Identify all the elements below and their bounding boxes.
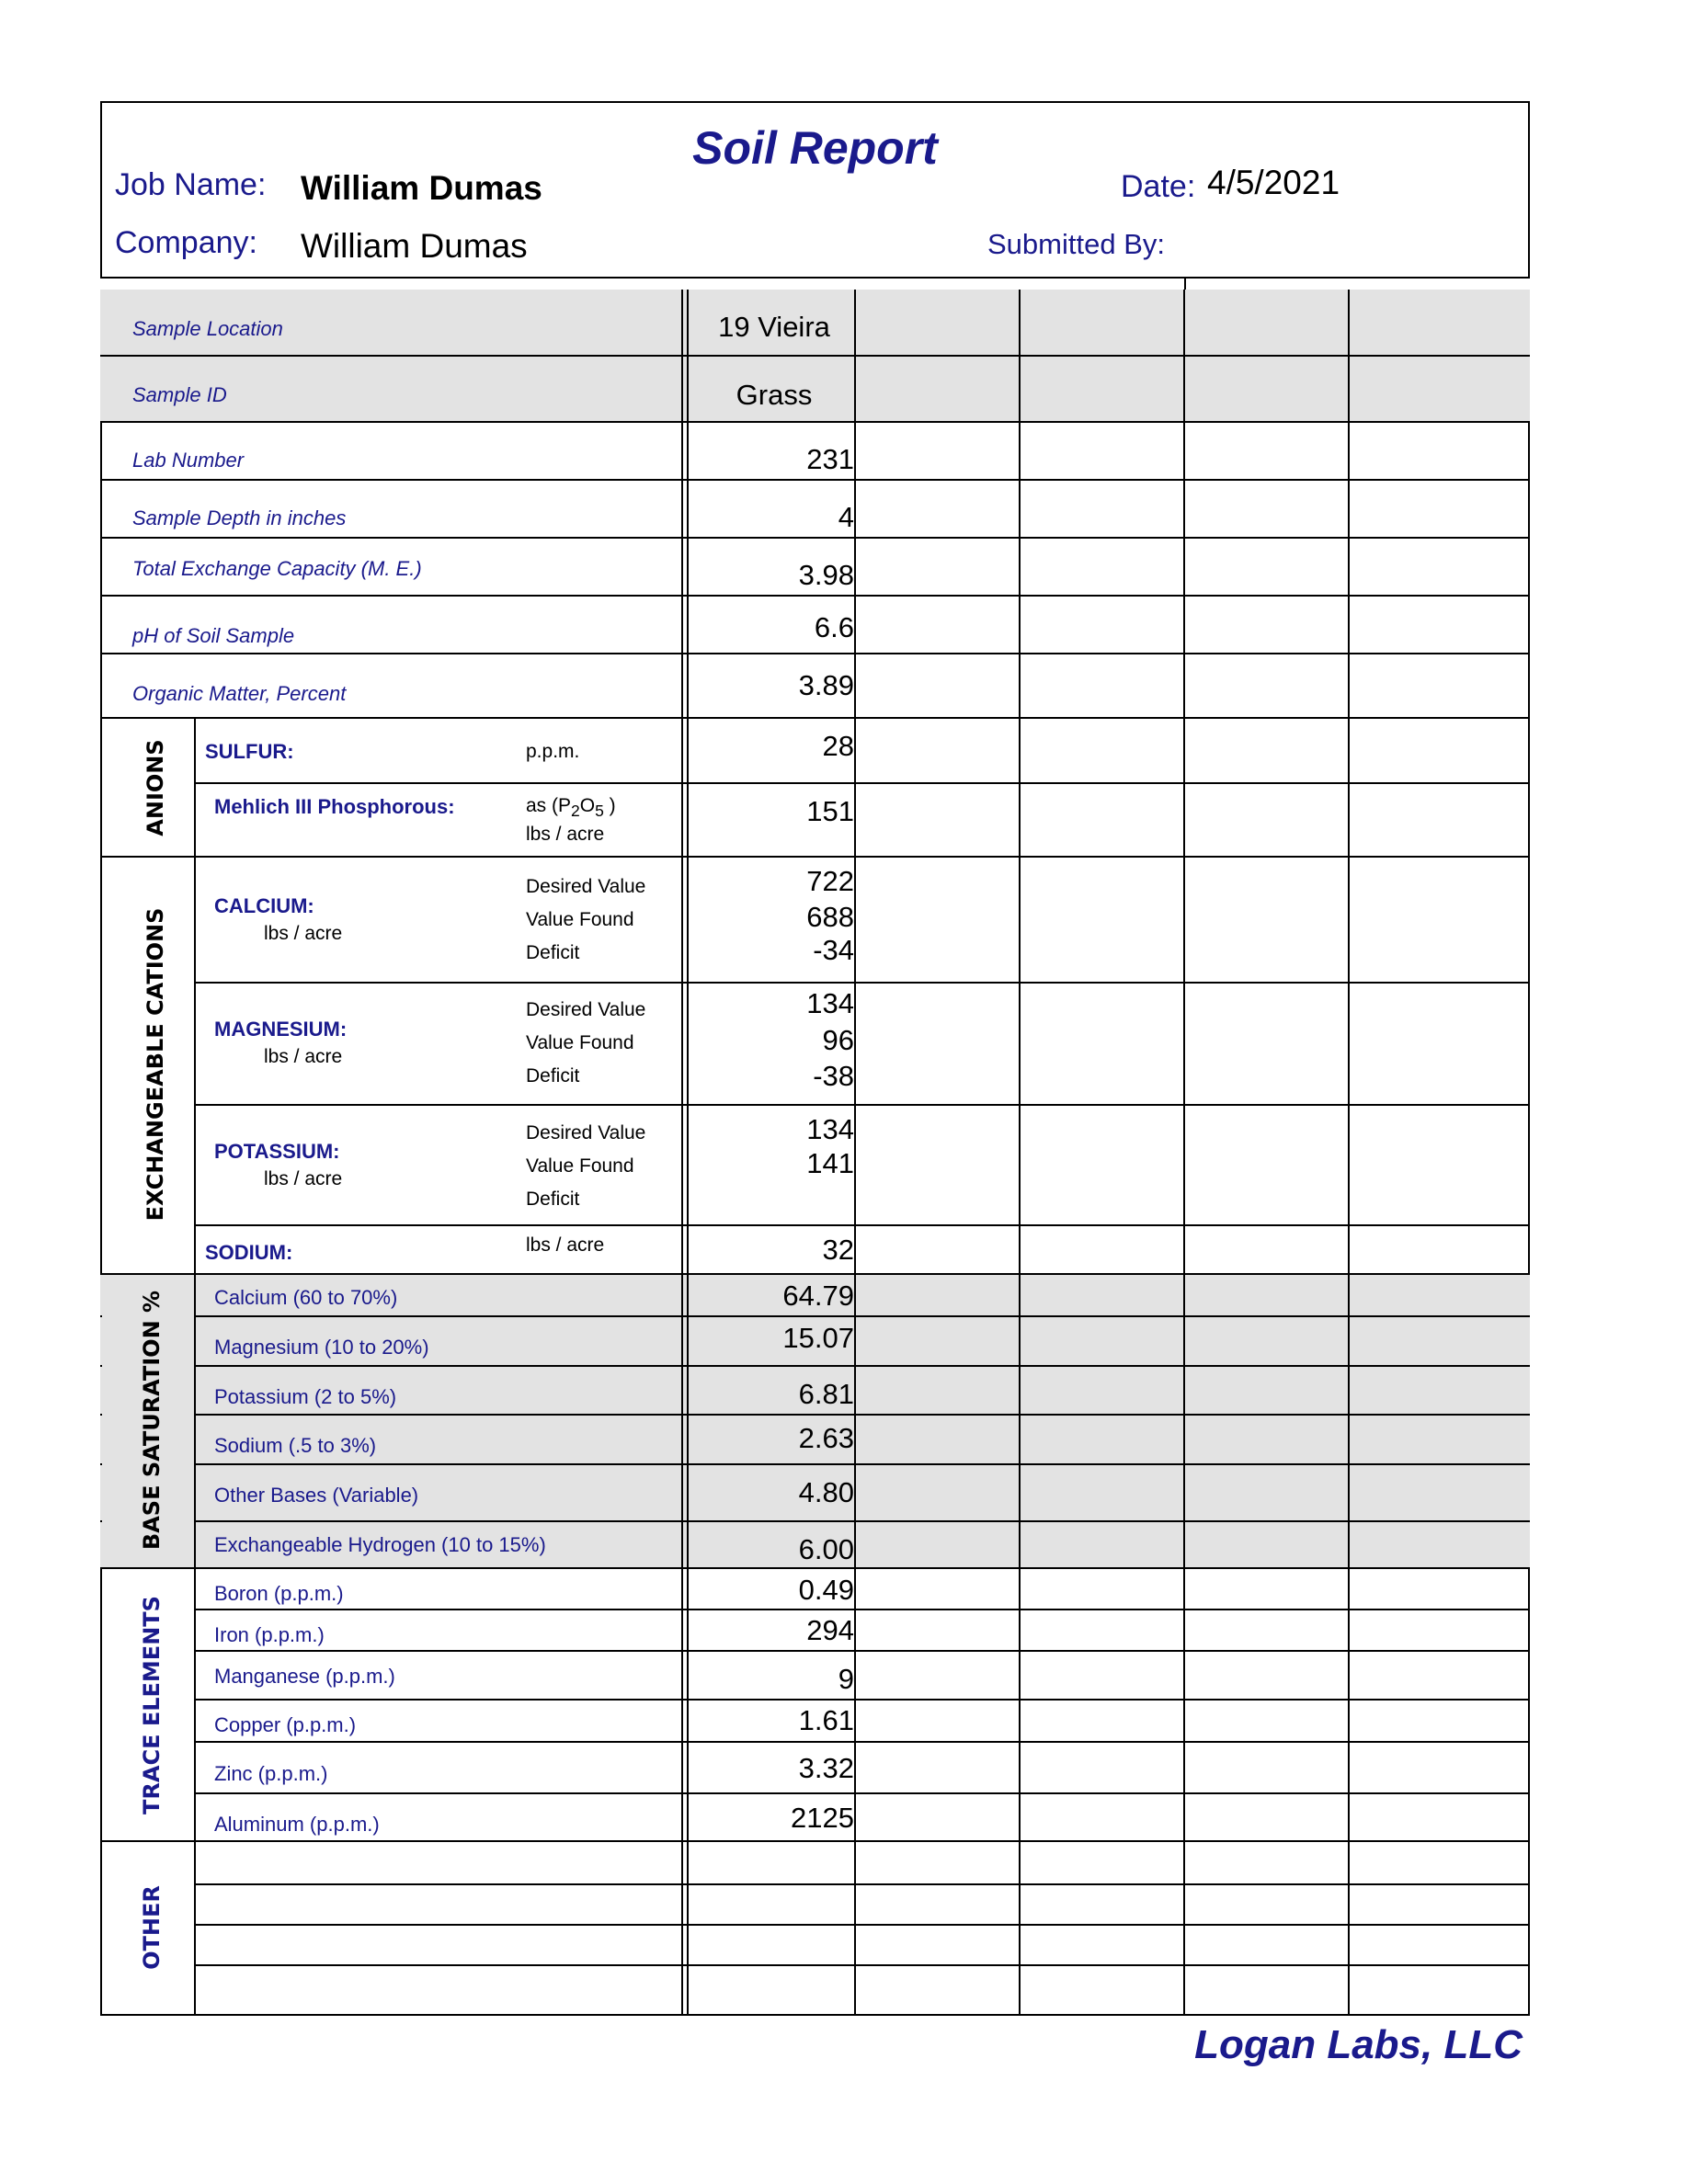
row-sample-location bbox=[100, 290, 1530, 357]
bs-row bbox=[100, 1275, 1530, 1317]
bs-row bbox=[100, 1317, 1530, 1367]
job-name-value: William Dumas bbox=[301, 169, 542, 207]
potassium-unit: lbs / acre bbox=[264, 1168, 343, 1189]
company-value: William Dumas bbox=[301, 227, 528, 265]
row-phosphorous bbox=[100, 784, 1530, 858]
bs-value: 6.00 bbox=[798, 1533, 854, 1565]
lab-number-label: Lab Number bbox=[132, 449, 245, 472]
row-ph bbox=[100, 597, 1530, 654]
trace-label: Zinc (p.p.m.) bbox=[214, 1762, 328, 1785]
date-value: 4/5/2021 bbox=[1207, 164, 1340, 201]
sodium-value: 32 bbox=[822, 1234, 854, 1266]
sulfur-label: SULFUR: bbox=[205, 740, 294, 763]
ph-value: 6.6 bbox=[814, 611, 854, 643]
sample-depth-label: Sample Depth in inches bbox=[132, 506, 347, 529]
trace-value: 294 bbox=[806, 1614, 854, 1646]
tec-value: 3.98 bbox=[798, 559, 854, 591]
potassium-desired-label: Desired Value bbox=[526, 1122, 646, 1143]
bs-label: Magnesium (10 to 20%) bbox=[214, 1336, 429, 1359]
other-row bbox=[100, 1885, 1530, 1926]
trace-row bbox=[100, 1701, 1530, 1743]
bs-row bbox=[100, 1367, 1530, 1416]
sample-depth-value: 4 bbox=[838, 501, 854, 533]
trace-row bbox=[100, 1794, 1530, 1842]
organic-matter-label: Organic Matter, Percent bbox=[132, 682, 347, 705]
potassium-found: 141 bbox=[806, 1147, 854, 1179]
row-sulfur bbox=[100, 719, 1530, 784]
trace-row bbox=[100, 1652, 1530, 1701]
bs-row bbox=[100, 1522, 1530, 1569]
magnesium-label: MAGNESIUM: bbox=[214, 1018, 348, 1041]
submitted-by-label: Submitted By: bbox=[987, 228, 1165, 260]
row-calcium bbox=[100, 858, 1530, 984]
section-anions: ANIONS bbox=[143, 739, 168, 836]
calcium-desired-label: Desired Value bbox=[526, 876, 646, 897]
phosphorous-label: Mehlich III Phosphorous: bbox=[214, 795, 455, 818]
calcium-deficit: -34 bbox=[813, 934, 854, 966]
phosphorous-unit-line2: lbs / acre bbox=[526, 824, 605, 845]
sulfur-value: 28 bbox=[822, 730, 854, 762]
section-trace-elements: TRACE ELEMENTS bbox=[139, 1596, 165, 1814]
bs-row bbox=[100, 1416, 1530, 1465]
trace-value: 9 bbox=[838, 1663, 854, 1695]
trace-label: Copper (p.p.m.) bbox=[214, 1713, 357, 1736]
soil-data-table bbox=[100, 290, 1530, 2016]
row-organic-matter bbox=[100, 654, 1530, 719]
row-potassium bbox=[100, 1106, 1530, 1226]
bs-label: Sodium (.5 to 3%) bbox=[214, 1434, 377, 1457]
bs-label: Potassium (2 to 5%) bbox=[214, 1385, 397, 1408]
row-sample-depth bbox=[100, 481, 1530, 539]
sample-location-value: 19 Vieira bbox=[718, 311, 830, 343]
lab-name-footer: Logan Labs, LLC bbox=[1194, 2022, 1523, 2067]
company-label: Company: bbox=[115, 225, 257, 260]
trace-label: Aluminum (p.p.m.) bbox=[214, 1813, 380, 1836]
magnesium-desired: 134 bbox=[806, 987, 854, 1019]
magnesium-deficit-label: Deficit bbox=[526, 1065, 580, 1086]
bs-row bbox=[100, 1465, 1530, 1522]
trace-value: 2125 bbox=[791, 1802, 854, 1834]
magnesium-unit: lbs / acre bbox=[264, 1046, 343, 1067]
ph-label: pH of Soil Sample bbox=[132, 624, 295, 647]
potassium-desired: 134 bbox=[806, 1113, 854, 1145]
potassium-deficit-label: Deficit bbox=[526, 1189, 580, 1210]
row-lab-number bbox=[100, 423, 1530, 481]
section-exchangeable-cations: EXCHANGEABLE CATIONS bbox=[143, 907, 168, 1222]
row-tec bbox=[100, 539, 1530, 597]
phosphorous-unit: as ($P_2O_5$ ) bbox=[526, 795, 616, 821]
bs-label: Other Bases (Variable) bbox=[214, 1484, 419, 1507]
trace-row bbox=[100, 1743, 1530, 1794]
magnesium-found: 96 bbox=[822, 1024, 854, 1056]
trace-value: 0.49 bbox=[798, 1574, 854, 1606]
date-label: Date: bbox=[1121, 169, 1196, 204]
sodium-label: SODIUM: bbox=[205, 1241, 293, 1264]
bs-label: Exchangeable Hydrogen (10 to 15%) bbox=[214, 1533, 546, 1556]
calcium-desired: 722 bbox=[806, 865, 854, 897]
calcium-label: CALCIUM: bbox=[214, 894, 314, 917]
other-row bbox=[100, 1926, 1530, 1966]
trace-row bbox=[100, 1569, 1530, 1610]
sodium-unit: lbs / acre bbox=[526, 1234, 605, 1256]
trace-label: Boron (p.p.m.) bbox=[214, 1582, 344, 1605]
sample-location-label: Sample Location bbox=[132, 317, 283, 340]
bs-label: Calcium (60 to 70%) bbox=[214, 1286, 398, 1309]
calcium-unit: lbs / acre bbox=[264, 923, 343, 944]
bs-value: 4.80 bbox=[798, 1476, 854, 1508]
magnesium-desired-label: Desired Value bbox=[526, 999, 646, 1020]
section-other: OTHER bbox=[139, 1885, 165, 1970]
row-magnesium bbox=[100, 984, 1530, 1106]
sample-id-label: Sample ID bbox=[132, 383, 227, 406]
sulfur-unit: p.p.m. bbox=[526, 741, 580, 762]
tec-label: Total Exchange Capacity (M. E.) bbox=[132, 557, 422, 580]
trace-value: 1.61 bbox=[798, 1704, 854, 1736]
potassium-label: POTASSIUM: bbox=[214, 1140, 340, 1163]
trace-label: Iron (p.p.m.) bbox=[214, 1623, 325, 1646]
report-title: Soil Report bbox=[692, 122, 938, 174]
row-sodium bbox=[100, 1226, 1530, 1275]
calcium-found-label: Value Found bbox=[526, 909, 634, 930]
bs-value: 15.07 bbox=[782, 1322, 854, 1354]
job-name-label: Job Name: bbox=[115, 167, 267, 202]
bs-value: 6.81 bbox=[798, 1378, 854, 1410]
sample-id-value: Grass bbox=[736, 379, 813, 411]
bs-value: 2.63 bbox=[798, 1422, 854, 1454]
other-row bbox=[100, 1842, 1530, 1885]
report-header bbox=[100, 101, 1530, 279]
section-base-saturation: BASE SATURATION % bbox=[139, 1290, 165, 1551]
bs-value: 64.79 bbox=[782, 1280, 854, 1312]
trace-label: Manganese (p.p.m.) bbox=[214, 1665, 395, 1688]
organic-matter-value: 3.89 bbox=[798, 669, 854, 701]
magnesium-deficit: -38 bbox=[813, 1060, 854, 1092]
trace-value: 3.32 bbox=[798, 1752, 854, 1784]
trace-row bbox=[100, 1610, 1530, 1652]
row-sample-id bbox=[100, 357, 1530, 423]
calcium-found: 688 bbox=[806, 901, 854, 933]
phosphorous-value: 151 bbox=[806, 795, 854, 827]
lab-number-value: 231 bbox=[806, 443, 854, 475]
potassium-found-label: Value Found bbox=[526, 1155, 634, 1177]
magnesium-found-label: Value Found bbox=[526, 1032, 634, 1053]
calcium-deficit-label: Deficit bbox=[526, 942, 580, 963]
